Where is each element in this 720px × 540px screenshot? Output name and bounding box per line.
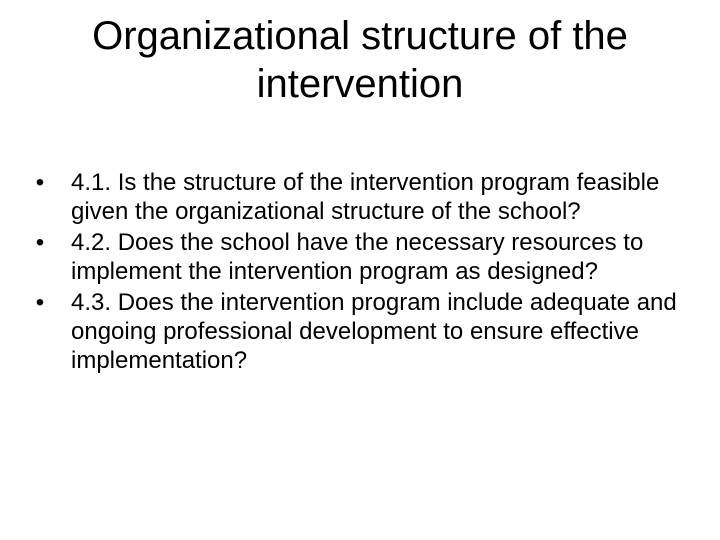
bullet-marker: •: [35, 169, 45, 196]
bullet-text: 4.1. Is the structure of the intervention program feasible given the organizational structure of the school?: [71, 169, 660, 225]
bullet-item-4-1: [30, 168, 690, 226]
slide-title: [30, 12, 690, 108]
bullet-text: 4.3. Does the intervention program include adequate and ongoing professional development to ensure effective implementation?: [71, 289, 677, 374]
bullet-list: [30, 168, 690, 377]
bullet-text: 4.2. Does the school have the necessary resources to implement the intervention program as designed?: [71, 229, 644, 285]
slide-title-line-2: intervention: [256, 62, 464, 106]
bullet-marker: •: [35, 229, 45, 256]
slide-title-line-1: Organizational structure of the: [92, 14, 628, 58]
bullet-marker: •: [35, 289, 45, 316]
bullet-item-4-3: [30, 288, 690, 375]
bullet-item-4-2: [30, 228, 690, 286]
